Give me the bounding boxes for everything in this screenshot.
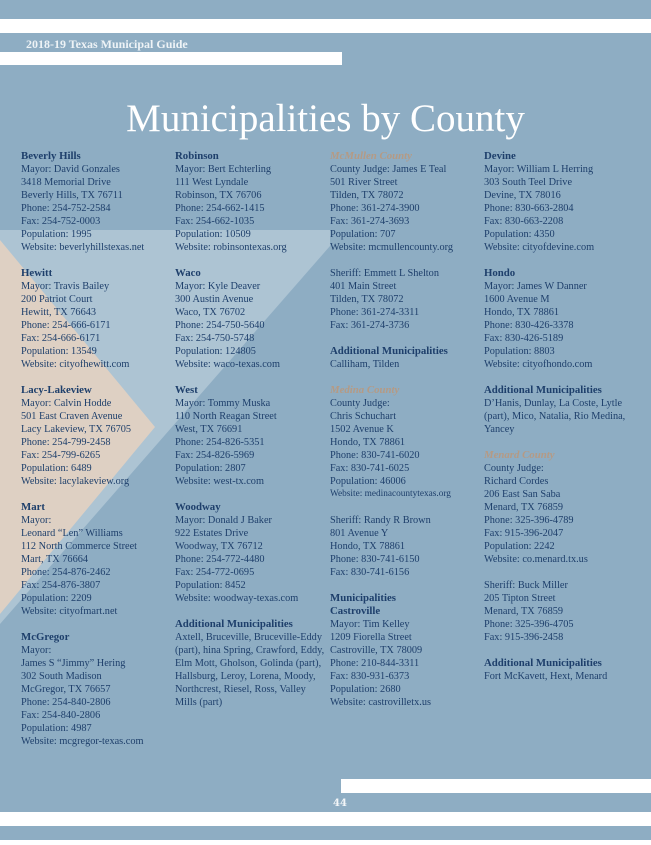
- entry-line: Fax: 254-772-0695: [175, 567, 255, 578]
- entry-line: Fax: 361-274-3693: [330, 216, 410, 227]
- municipality-entry: [21, 384, 173, 488]
- municipality-entry: [175, 267, 328, 371]
- guide-header: 2018-19 Texas Municipal Guide: [26, 37, 188, 51]
- entry-website: Website: waco-texas.com: [175, 359, 280, 370]
- entry-name: Additional Municipalities: [330, 345, 448, 357]
- entry-name: Additional Municipalities: [175, 618, 293, 630]
- entry-line: Mayor: Donald J Baker: [175, 515, 272, 526]
- entry-line: 501 East Craven Avenue: [21, 411, 123, 422]
- municipality-entry: [175, 384, 328, 488]
- entry-line: Phone: 361-274-3311: [330, 307, 420, 318]
- entry-line: Mayor: Calvin Hodde: [21, 398, 112, 409]
- entry-line: Sheriff: Buck Miller: [484, 580, 568, 591]
- entry-line: 112 North Commerce Street: [21, 541, 138, 552]
- entry-line: Mayor:: [21, 645, 52, 656]
- entry-website: Website: woodway-texas.com: [175, 593, 299, 604]
- entry-line: Fax: 915-396-2458: [484, 632, 564, 643]
- entry-line: Leonard “Len” Williams: [21, 528, 123, 539]
- column-2: [175, 150, 328, 722]
- sheriff-entry: [330, 267, 482, 332]
- municipality-entry: [21, 267, 173, 371]
- entry-line: Phone: 325-396-4705: [484, 619, 574, 630]
- entry-line: 1209 Fiorella Street: [330, 632, 412, 643]
- entry-line: Beverly Hills, TX 76711: [21, 190, 123, 201]
- entry-line: Phone: 254-840-2806: [21, 697, 111, 708]
- entry-line: Population: 1995: [21, 229, 92, 240]
- county-entry: [330, 384, 482, 501]
- municipality-list: Fort McKavett, Hext, Menard: [484, 671, 608, 682]
- entry-line: Population: 10509: [175, 229, 251, 240]
- entry-line: Population: 6489: [21, 463, 92, 474]
- entry-name: Waco: [175, 267, 201, 279]
- entry-name: Beverly Hills: [21, 150, 81, 162]
- entry-line: 111 West Lyndale: [175, 177, 249, 188]
- entry-name: Woodway: [175, 501, 221, 513]
- entry-line: Population: 8452: [175, 580, 246, 591]
- entry-line: Population: 2807: [175, 463, 246, 474]
- entry-line: 501 River Street: [330, 177, 398, 188]
- entry-line: Fax: 830-931-6373: [330, 671, 410, 682]
- entry-line: Chris Schuchart: [330, 411, 397, 422]
- entry-website: Website: mcmullencounty.org: [330, 242, 453, 253]
- entry-line: Hondo, TX 78861: [330, 541, 406, 552]
- entry-line: Population: 8803: [484, 346, 555, 357]
- entry-line: Fax: 915-396-2047: [484, 528, 564, 539]
- entry-line: Phone: 254-666-6171: [21, 320, 111, 331]
- entry-line: Population: 13549: [21, 346, 97, 357]
- entry-line: 206 East San Saba: [484, 489, 561, 500]
- entry-name: Lacy-Lakeview: [21, 384, 92, 396]
- entry-line: Hondo, TX 78861: [330, 437, 406, 448]
- entry-line: Woodway, TX 76712: [175, 541, 263, 552]
- page-title: Municipalities by County: [126, 97, 525, 140]
- municipality-list: D’Hanis, Dunlay, La Coste, Lytle (part), Mico, Natalia, Rio Medina, Yancey: [484, 398, 626, 435]
- entry-line: Phone: 361-274-3900: [330, 203, 420, 214]
- entry-line: Fax: 830-741-6025: [330, 463, 410, 474]
- additional-municipalities: [484, 657, 634, 683]
- entry-website: Website: castrovilletx.us: [330, 697, 431, 708]
- municipality-entry: [330, 592, 482, 709]
- entry-line: Tilden, TX 78072: [330, 294, 404, 305]
- entry-line: 3418 Memorial Drive: [21, 177, 111, 188]
- entry-website: Website: robinsontexas.org: [175, 242, 287, 253]
- entry-line: Fax: 254-666-6171: [21, 333, 101, 344]
- entry-line: 922 Estates Drive: [175, 528, 249, 539]
- county-name: Menard County: [484, 449, 555, 461]
- entry-line: Fax: 254-752-0003: [21, 216, 101, 227]
- entry-line: 303 South Teel Drive: [484, 177, 573, 188]
- entry-line: 110 North Reagan Street: [175, 411, 277, 422]
- entry-line: Mayor: Kyle Deaver: [175, 281, 261, 292]
- entry-line: Phone: 254-752-2584: [21, 203, 111, 214]
- municipality-entry: [175, 150, 328, 254]
- municipality-entry: [21, 501, 173, 618]
- sheriff-entry: [484, 579, 634, 644]
- additional-municipalities: [484, 384, 634, 436]
- entry-line: Population: 707: [330, 229, 396, 240]
- column-4: [484, 150, 634, 696]
- page-number: 44: [333, 798, 347, 809]
- entry-line: Menard, TX 76859: [484, 606, 564, 617]
- entry-website: Website: cityofdevine.com: [484, 242, 595, 253]
- municipality-list: Calliham, Tilden: [330, 359, 400, 370]
- municipality-entry: [484, 150, 634, 254]
- entry-line: County Judge:: [330, 398, 390, 409]
- entry-line: Population: 2209: [21, 593, 92, 604]
- entry-line: Population: 2680: [330, 684, 401, 695]
- entry-website: Website: cityofhewitt.com: [21, 359, 130, 370]
- entry-line: Hewitt, TX 76643: [21, 307, 97, 318]
- entry-line: Population: 124805: [175, 346, 256, 357]
- municipality-entry: [484, 267, 634, 371]
- entry-line: Mayor: Tommy Muska: [175, 398, 271, 409]
- additional-municipalities: [330, 345, 482, 371]
- entry-line: Phone: 254-772-4480: [175, 554, 265, 565]
- entry-line: James S “Jimmy” Hering: [21, 658, 126, 669]
- entry-line: County Judge: James E Teal: [330, 164, 447, 175]
- entry-line: 205 Tipton Street: [484, 593, 556, 604]
- entry-name: Additional Municipalities: [484, 384, 602, 396]
- entry-line: Fax: 830-426-5189: [484, 333, 564, 344]
- entry-line: Mayor: David Gonzales: [21, 164, 120, 175]
- entry-line: McGregor, TX 76657: [21, 684, 111, 695]
- entry-website: Website: west-tx.com: [175, 476, 264, 487]
- entry-line: Fax: 830-741-6156: [330, 567, 410, 578]
- entry-line: Mayor: Bert Echterling: [175, 164, 272, 175]
- bottom-white-bar: [0, 812, 651, 826]
- entry-name: Additional Municipalities: [484, 657, 602, 669]
- entry-line: 801 Avenue Y: [330, 528, 389, 539]
- entry-line: Phone: 254-662-1415: [175, 203, 265, 214]
- entry-line: Fax: 254-750-5748: [175, 333, 255, 344]
- entry-name: Devine: [484, 150, 516, 162]
- footer-white-strip: [0, 840, 651, 845]
- county-name: McMullen County: [330, 150, 412, 162]
- entry-line: Population: 46006: [330, 476, 406, 487]
- entry-line: Mart, TX 76664: [21, 554, 89, 565]
- entry-line: Fax: 254-826-5969: [175, 450, 255, 461]
- municipality-entry: [21, 631, 173, 748]
- entry-line: Fax: 254-662-1035: [175, 216, 255, 227]
- entry-line: Fax: 254-840-2806: [21, 710, 101, 721]
- entry-line: 300 Austin Avenue: [175, 294, 254, 305]
- entry-line: Lacy Lakeview, TX 76705: [21, 424, 132, 435]
- entry-line: Richard Cordes: [484, 476, 549, 487]
- entry-line: Waco, TX 76702: [175, 307, 246, 318]
- entry-name: McGregor: [21, 631, 70, 643]
- entry-line: Hondo, TX 78861: [484, 307, 560, 318]
- entry-line: Mayor: Tim Kelley: [330, 619, 410, 630]
- entry-line: Tilden, TX 78072: [330, 190, 404, 201]
- entry-website: Website: mcgregor-texas.com: [21, 736, 144, 747]
- sheriff-entry: [330, 514, 482, 579]
- entry-website: Website: co.menard.tx.us: [484, 554, 588, 565]
- entry-line: Fax: 254-799-6265: [21, 450, 101, 461]
- column-3: [330, 150, 482, 722]
- entry-line: Fax: 830-663-2208: [484, 216, 564, 227]
- entry-website: Website: cityofhondo.com: [484, 359, 593, 370]
- entry-name: West: [175, 384, 198, 396]
- entry-name: Hewitt: [21, 267, 53, 279]
- additional-municipalities: [175, 618, 328, 709]
- entry-line: Phone: 254-826-5351: [175, 437, 265, 448]
- entry-line: Menard, TX 76859: [484, 502, 564, 513]
- municipality-entry: [175, 501, 328, 605]
- entry-website: Website: lacylakeview.org: [21, 476, 130, 487]
- entry-line: Phone: 210-844-3311: [330, 658, 420, 669]
- entry-website: Website: medinacountytexas.org: [330, 489, 451, 499]
- entry-line: Phone: 254-876-2462: [21, 567, 111, 578]
- entry-line: Fax: 361-274-3736: [330, 320, 410, 331]
- section-heading: Municipalities: [330, 592, 396, 604]
- entry-name: Robinson: [175, 150, 219, 162]
- entry-line: Population: 2242: [484, 541, 555, 552]
- bottom-right-bar: [341, 779, 651, 793]
- entry-name: Mart: [21, 501, 45, 513]
- entry-line: Sheriff: Emmett L Shelton: [330, 268, 439, 279]
- entry-line: Mayor: Travis Bailey: [21, 281, 110, 292]
- entry-line: Fax: 254-876-3807: [21, 580, 101, 591]
- entry-line: Phone: 830-663-2804: [484, 203, 574, 214]
- entry-line: Mayor:: [21, 515, 52, 526]
- entry-line: Phone: 830-741-6020: [330, 450, 420, 461]
- entry-line: Mayor: William L Herring: [484, 164, 594, 175]
- entry-line: Mayor: James W Danner: [484, 281, 587, 292]
- entry-line: Phone: 830-741-6150: [330, 554, 420, 565]
- county-entry: [484, 449, 634, 566]
- entry-name: Castroville: [330, 605, 381, 617]
- entry-name: Hondo: [484, 267, 516, 279]
- column-1: [21, 150, 173, 761]
- entry-website: Website: cityofmart.net: [21, 606, 118, 617]
- entry-line: Sheriff: Randy R Brown: [330, 515, 431, 526]
- entry-line: 200 Patriot Court: [21, 294, 93, 305]
- entry-line: County Judge:: [484, 463, 544, 474]
- entry-line: Robinson, TX 76706: [175, 190, 262, 201]
- county-name: Medina County: [330, 384, 400, 396]
- entry-line: 1502 Avenue K: [330, 424, 394, 435]
- entry-line: Phone: 325-396-4789: [484, 515, 574, 526]
- entry-line: Population: 4987: [21, 723, 92, 734]
- entry-line: Castroville, TX 78009: [330, 645, 423, 656]
- entry-line: Population: 4350: [484, 229, 555, 240]
- entry-line: Phone: 254-799-2458: [21, 437, 111, 448]
- entry-line: Phone: 254-750-5640: [175, 320, 265, 331]
- municipality-list: Axtell, Bruceville, Bruceville-Eddy (part), hina Spring, Crawford, Eddy, Elm Mott, Gholson, Golinda (part), Hallsburg, Leroy, Lorena, Moody, Northcrest, Riesel, Ross, Valley Mills (part): [175, 632, 325, 708]
- entry-line: Phone: 830-426-3378: [484, 320, 574, 331]
- entry-line: 1600 Avenue M: [484, 294, 550, 305]
- entry-line: 302 South Madison: [21, 671, 102, 682]
- entry-line: Devine, TX 78016: [484, 190, 561, 201]
- county-entry: [330, 150, 482, 254]
- municipality-entry: [21, 150, 173, 254]
- entry-line: 401 Main Street: [330, 281, 397, 292]
- entry-website: Website: beverlyhillstexas.net: [21, 242, 145, 253]
- entry-line: West, TX 76691: [175, 424, 243, 435]
